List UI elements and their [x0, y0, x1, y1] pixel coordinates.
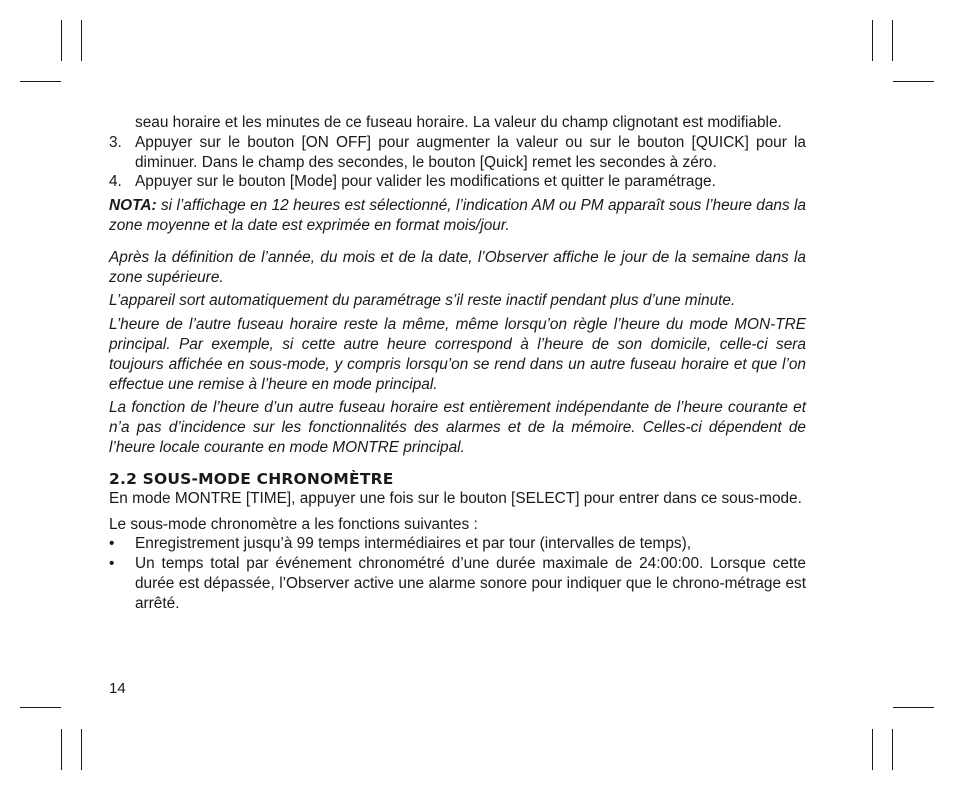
- bullet-symbol: •: [109, 535, 115, 553]
- list-text: Appuyer sur le bouton [Mode] pour valider les modifications et quitter le paramétrage.: [135, 173, 716, 191]
- crop-mark: [872, 729, 873, 770]
- section-intro: En mode MONTRE [TIME], appuyer une fois sur le bouton [SELECT] pour entrer dans ce sous-mode.: [109, 489, 802, 507]
- crop-mark: [892, 729, 893, 770]
- list-number: 4.: [109, 173, 122, 191]
- bullet-text: Enregistrement jusqu’à 99 temps intermédiaires et par tour (intervalles de temps),: [135, 535, 692, 553]
- bullet-text: Un temps total par événement chronométré d’une durée maximale de 24:00:00. Lorsque cette durée est dépassée, l’Observer active une alarme sonore pour indiquer que le chrono-métrage est arrêté.: [135, 555, 806, 612]
- crop-mark: [81, 729, 82, 770]
- bullet-item: [109, 554, 806, 613]
- crop-mark: [20, 707, 61, 708]
- section-heading: 2.2 SOUS-MODE CHRONOMÈTRE: [109, 469, 394, 488]
- page-content: [109, 113, 806, 614]
- list-text: Appuyer sur le bouton [ON OFF] pour augmenter la valeur ou sur le bouton [QUICK] pour la diminuer. Dans le champ des secondes, le bouton [Quick] remet les secondes à zéro.: [135, 133, 806, 171]
- italic-paragraph: La fonction de l’heure d’un autre fuseau horaire est entièrement indépendante de l’heure courante et n’a pas d’incidence sur les fonctionnalités des alarmes et de la mémoire. Celles-ci dépendent de l’heure locale courante en mode MONTRE principal.: [109, 399, 806, 456]
- crop-mark: [893, 707, 934, 708]
- bullet-symbol: •: [109, 555, 115, 573]
- crop-mark: [893, 81, 934, 82]
- list-continuation: seau horaire et les minutes de ce fuseau horaire. La valeur du champ clignotant est modifiable.: [135, 114, 782, 131]
- crop-mark: [20, 81, 61, 82]
- functions-intro: Le sous-mode chronomètre a les fonctions suivantes :: [109, 515, 478, 533]
- italic-paragraph: L’heure de l’autre fuseau horaire reste la même, même lorsqu’on règle l’heure du mode MON-TRE principal. Par exemple, si cette autre heure correspond à l’heure de son domicile, celle-ci sera toujours affichée en sous-mode, y compris lorsqu’on se rend dans un autre fuseau horaire et que l’on effectue une remise à l’heure en mode principal.: [109, 316, 806, 393]
- bullet-item: [109, 534, 806, 554]
- italic-paragraph: L’appareil sort automatiquement du paramétrage s’il reste inactif pendant plus d’une minute.: [109, 292, 736, 310]
- crop-mark: [872, 20, 873, 61]
- crop-mark: [892, 20, 893, 61]
- page-number: 14: [109, 680, 126, 697]
- crop-mark: [61, 20, 62, 61]
- crop-mark: [81, 20, 82, 61]
- crop-mark: [61, 729, 62, 770]
- list-item: [109, 172, 806, 192]
- list-item: [109, 133, 806, 173]
- list-number: 3.: [109, 133, 122, 151]
- nota-text: si l’affichage en 12 heures est sélectionné, l’indication AM ou PM apparaît sous l’heure dans la zone moyenne et la date est exprimée en format mois/jour.: [109, 197, 806, 234]
- italic-paragraph: Après la définition de l’année, du mois et de la date, l’Observer affiche le jour de la semaine dans la zone supérieure.: [109, 248, 806, 286]
- nota-label: NOTA:: [109, 197, 157, 215]
- nota-paragraph: [109, 196, 806, 236]
